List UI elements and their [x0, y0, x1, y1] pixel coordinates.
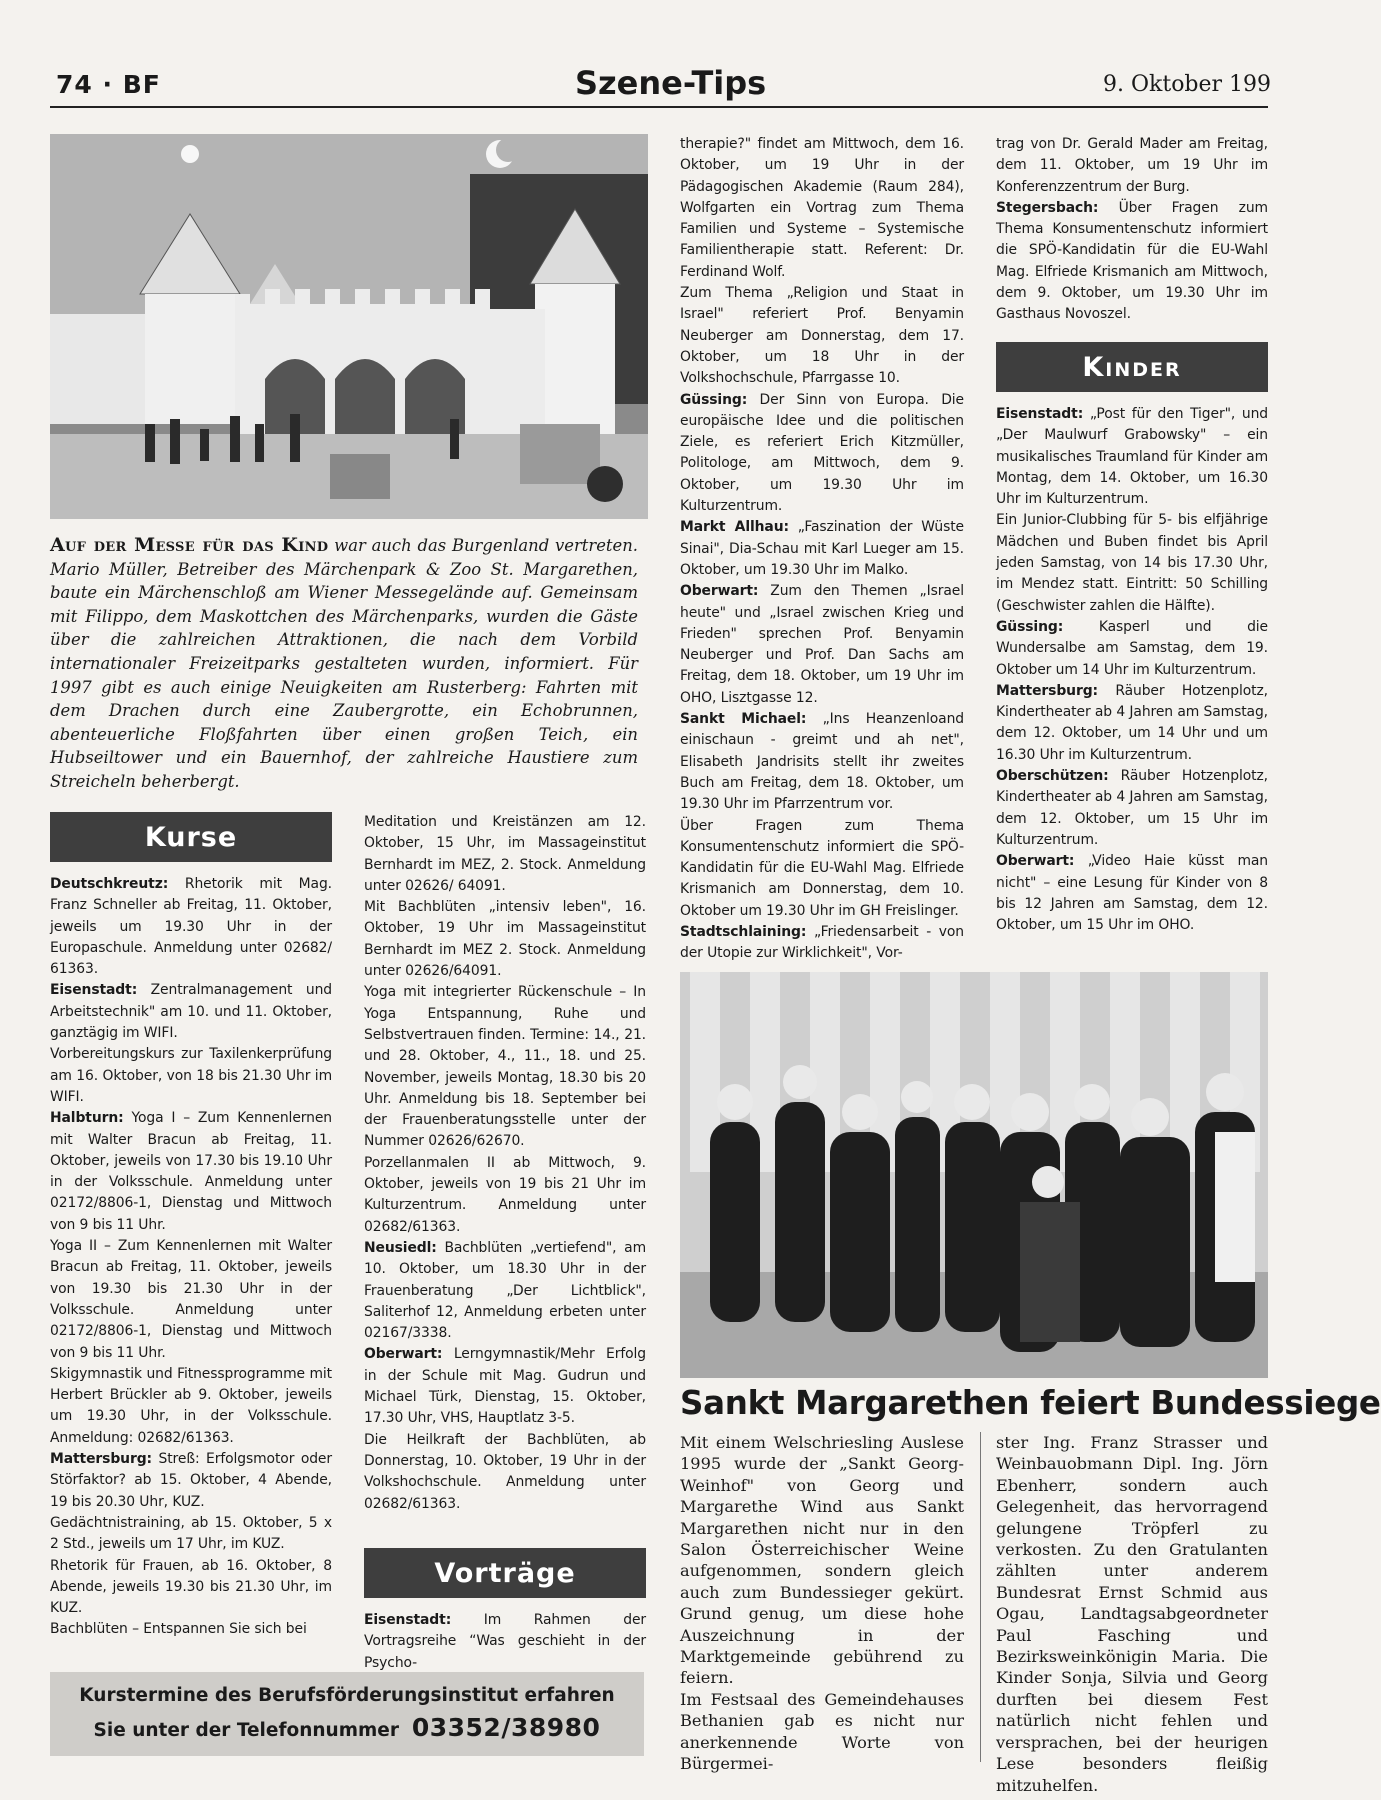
kurse-column-1 — [50, 874, 332, 1641]
listing-place: Markt Allhau: — [680, 519, 789, 536]
listing-entry — [996, 617, 1268, 681]
info-phone: 03352/38980 — [411, 1713, 601, 1742]
article-column-1 — [680, 1432, 964, 1775]
listing-entry — [364, 1153, 646, 1238]
header-rule — [50, 106, 1268, 108]
listing-text: Vorbereitungskurs zur Taxilenkerprüfung am 16. Oktober, von 18 bis 21.30 Uhr im WIFI. — [50, 1046, 332, 1105]
listing-entry — [680, 134, 964, 283]
listing-place: Stegersbach: — [996, 199, 1099, 216]
listing-place: Eisenstadt: — [364, 1612, 452, 1628]
listing-entry — [364, 897, 646, 982]
listing-place: Stadtschlaining: — [680, 923, 807, 940]
listing-place: Güssing: — [680, 391, 748, 408]
listing-place: Eisenstadt: — [996, 406, 1084, 422]
listing-text: Yoga II – Zum Kennenlernen mit Walter Bracun ab Freitag, 11. Oktober, jeweils von 19.30 bis 21.30 Uhr in der Volksschule. Anmeldung unter 02172/8806-1, Dienstag und Mittwoch von 9 bis 11 Uhr. — [50, 1238, 332, 1361]
group-photo — [680, 972, 1268, 1378]
listing-entry — [996, 851, 1268, 936]
listing-place: Oberwart: — [364, 1346, 443, 1363]
page-number: 74 · BF — [56, 70, 161, 99]
listing-place: Mattersburg: — [50, 1451, 152, 1468]
listing-place: Oberschützen: — [996, 768, 1109, 785]
info-box — [50, 1672, 644, 1756]
listing-entry — [364, 812, 646, 897]
listing-entry — [50, 1513, 332, 1556]
listing-text: Ein Junior-Clubbing für 5- bis elfjährige Mädchen und Buben findet bis April jeden Samstag, von 14 bis 17.30 Uhr, im Mendez statt. Eintritt: 50 Schilling (Geschwister zahlen die Hälfte). — [996, 512, 1268, 614]
listing-text: „Friedensarbeit - von der Utopie zur Wirklichkeit", Vor- — [680, 923, 964, 962]
listing-place: Neusiedl: — [364, 1239, 437, 1256]
listing-entry — [680, 922, 964, 965]
article-paragraph-3: ster Ing. Franz Strasser und Weinbauobmann Dipl. Ing. Jörn Ebenherr, sondern auch Gelegenheit, das hervorragend gelungene Tröpferl zu verkosten. Zu den Gratulanten zählten unter anderem Bundesrat Ernst Schmid aus Ogau, Landtagsabgeordneter Paul Fasching und Bezirksweinkönigin Maria. Die Kinder Sonja, Silvia und Georg durften bei diesem Fest natürlich nicht fehlen und versprachen, bei der heurigen Lese besonders fleißig mitzuhelfen. — [996, 1433, 1268, 1795]
caption-lead: Auf der Messe für das Kind — [50, 534, 329, 556]
listing-text: Mit Bachblüten „intensiv leben", 16. Oktober, 19 Uhr im Massageinstitut Bernhardt im MEZ 2. Stock. Anmeldung unter 02626/64091. — [364, 899, 646, 980]
listing-text: Yoga mit integrierter Rückenschule – In Yoga Entspannung, Ruhe und Selbstvertrauen finden. Termine: 14., 21. und 28. Oktober, 4., 11., 18. und 25. November, jeweils Montag, 18.30 bis 20 Uhr. Anmeldung bis 18. September bei der Frauenberatungsstelle unter der Nummer 02626/62670. — [364, 984, 646, 1150]
listing-entry — [364, 1610, 646, 1674]
listing-entry — [680, 517, 964, 581]
section-vortraege: Vorträge — [364, 1548, 646, 1598]
listing-place: Deutschkreutz: — [50, 876, 169, 892]
listing-text: Lerngymnastik/Mehr Erfolg in der Schule mit Mag. Gudrun und Michael Türk, Dienstag, 15. Oktober, 17.30 Uhr, VHS, Hauptlatz 3-5. — [364, 1346, 646, 1427]
listing-text: Porzellanmalen II ab Mittwoch, 9. Oktober, jeweils von 19 bis 21 Uhr im Kulturzentrum. Anmeldung unter 02682/61363. — [364, 1154, 646, 1235]
listing-text: Über Fragen zum Thema Konsumentenschutz informiert die SPÖ-Kandidatin für die EU-Wahl Mag. Elfriede Krismanich am Mittwoch, dem 9. Oktober, um 19.30 Uhr im Gasthaus Novoszel. — [996, 199, 1268, 323]
listing-entry — [364, 1344, 646, 1429]
vortraege-column-4 — [996, 134, 1268, 326]
listing-text: Rhetorik für Frauen, ab 16. Oktober, 8 Abende, jeweils 19.30 bis 21.30 Uhr, im KUZ. — [50, 1557, 332, 1617]
listing-text: „Ins Heanzenloand einischaun - greimt und ah net", Elisabeth Jandrisits stellt ihr zweites Buch am Freitag, dem 18. Oktober, um 19.30 Uhr im Pfarrzentrum vor. — [680, 711, 964, 813]
listing-entry — [50, 1044, 332, 1108]
listing-text: „Faszination der Wüste Sinai", Dia-Schau mit Karl Lueger am 15. Oktober, um 19.30 Uhr im Malko. — [680, 519, 964, 578]
info-line-2-text: Sie unter der Telefonnummer — [93, 1720, 399, 1741]
vortraege-column-2 — [364, 1610, 646, 1674]
listing-entry — [680, 581, 964, 709]
listing-place: Sankt Michael: — [680, 711, 807, 728]
listing-text: Zum den Themen „Israel heute" und „Israel zwischen Krieg und Frieden" sprechen Prof. Benyamin Neuberger und Prof. Dan Sachs am Freitag, dem 18. Oktober, um 19 Uhr im OHO, Lisztgasse 12. — [680, 583, 964, 706]
listing-text: Meditation und Kreistänzen am 12. Oktober, 15 Uhr, im Massageinstitut Bernhardt im MEZ, 2. Stock. Anmeldung unter 02626/ 64091. — [364, 814, 646, 894]
listing-text: Rhetorik mit Mag. Franz Schneller ab Freitag, 11. Oktober, jeweils um 19.30 Uhr in der Europaschule. Anmeldung unter 02682/ 61363. — [50, 876, 332, 978]
listing-text: „Post für den Tiger", und „Der Maulwurf Grabowsky" – ein musikalisches Traumland für Kinder am Montag, dem 14. Oktober, um 16.30 Uhr im Kulturzentrum. — [996, 406, 1268, 508]
listing-text: Räuber Hotzenplotz, Kindertheater ab 4 Jahren am Samstag, dem 12. Oktober, um 15 Uhr im Kulturzentrum. — [996, 768, 1268, 848]
listing-place: Halbturn: — [50, 1110, 124, 1127]
listing-text: „Video Haie küsst man nicht" – eine Lesung für Kinder von 8 bis 12 Jahren am Samstag, dem 12. Oktober, um 15 Uhr im OHO. — [996, 853, 1268, 934]
listing-entry — [50, 1556, 332, 1620]
article-paragraph-1: Mit einem Welschriesling Auslese 1995 wurde der „Sankt Georg-Weinhof" von Georg und Margarethe Wind aus Sankt Margarethen nicht nur in den Salon Österreichischer Weine aufgenommen, sondern gleich auch zum Bundessieger gekürt. Grund genug, um diese hohe Auszeichnung in der Marktgemeinde gebührend zu feiern. — [680, 1433, 964, 1688]
listing-entry — [50, 980, 332, 1044]
listing-entry — [50, 1449, 332, 1513]
listing-place: Oberwart: — [996, 853, 1075, 870]
article-headline: Sankt Margarethen feiert Bundessiege — [680, 1384, 1381, 1422]
listing-entry — [996, 404, 1268, 510]
listing-text: Der Sinn von Europa. Die europäische Idee und die politischen Ziele, es referiert Erich Kitzmüller, Politologe, am Mittwoch, dem 9. Oktober, um 19.30 Uhr im Kulturzentrum. — [680, 391, 964, 515]
vortraege-column-3 — [680, 134, 964, 965]
listing-entry — [996, 681, 1268, 766]
kinder-column — [996, 404, 1268, 936]
listing-entry — [364, 1430, 646, 1515]
listing-place: Güssing: — [996, 618, 1064, 635]
listing-text: Kasperl und die Wundersalbe am Samstag, dem 19. Oktober um 14 Uhr im Kulturzentrum. — [996, 618, 1268, 678]
listing-text: Bachblüten – Entspannen Sie sich bei — [50, 1621, 307, 1638]
section-kurse: Kurse — [50, 812, 332, 862]
listing-place: Eisenstadt: — [50, 982, 138, 999]
listing-text: Streß: Erfolgsmotor oder Störfaktor? ab 15. Oktober, 4 Abende, 19 bis 20.30 Uhr, KUZ. — [50, 1451, 332, 1510]
listing-text: Zum Thema „Religion und Staat in Israel" referiert Prof. Benyamin Neuberger am Donnerstag, dem 17. Oktober, um 18 Uhr in der Volkshochschule, Pfarrgasse 10. — [680, 285, 964, 387]
listing-text: therapie?" findet am Mittwoch, dem 16. Oktober, um 19 Uhr in der Pädagogischen Akademie (Raum 284), Wolfgarten ein Vortrag zum Thema Familien und Systeme – Systemische Familientherapie statt. Referent: Dr. Ferdinand Wolf. — [680, 136, 964, 280]
castle-photo — [50, 134, 648, 519]
info-line-2 — [50, 1712, 644, 1747]
listing-entry — [364, 982, 646, 1152]
listing-entry — [50, 1619, 332, 1640]
section-title: Szene-Tips — [575, 64, 767, 102]
listing-entry — [50, 1108, 332, 1236]
listing-text: Über Fragen zum Thema Konsumentenschutz informiert die SPÖ-Kandidatin für die EU-Wahl Mag. Elfriede Krismanich am Donnerstag, dem 10. Oktober um 19.30 Uhr im GH Freislinger. — [680, 817, 964, 919]
listing-text: Zentralmanagement und Arbeitstechnik" am 10. und 11. Oktober, ganztägig im WIFI. — [50, 982, 332, 1042]
caption-text: war auch das Burgenland vertreten. Mario Müller, Betreiber des Märchenpark & Zoo St. Margarethen, baute ein Märchenschloß am Wiener Messegelände auf. Gemeinsam mit Filippo, dem Maskottchen des Märchenparks, wurden die Gäste über die zahlreichen Attraktionen, die nach dem Vorbild internationaler Freizeitparks gestalteten wurden, informiert. Für 1997 gibt es auch einige Neuigkeiten am Rusterberg: Fahrten mit dem Drachen durch eine Zaubergrotte, ein Echobrunnen, abenteuerliche Floßfahrten über einen großen Teich, ein Hubseiltower und ein Bauernhof, der zahlreiche Haustiere zum Streicheln beherbergt. — [50, 536, 638, 791]
listing-entry — [680, 709, 964, 815]
listing-text: Bachblüten „vertiefend", am 10. Oktober, um 18.30 Uhr in der Frauenberatung „Der Lichtblick", Saliterhof 12, Anmeldung erbeten unter 02167/3338. — [364, 1239, 646, 1342]
listing-entry — [996, 198, 1268, 326]
listing-entry — [680, 816, 964, 922]
section-kinder: Kinder — [996, 342, 1268, 392]
listing-entry — [50, 1236, 332, 1364]
listing-entry — [996, 510, 1268, 616]
listing-text: Die Heilkraft der Bachblüten, ab Donnerstag, 10. Oktober, 19 Uhr in der Volkshochschule. Anmeldung unter 02682/61363. — [364, 1431, 646, 1512]
listing-place: Oberwart: — [680, 583, 759, 600]
listing-text: Im Rahmen der Vortragsreihe “Was geschieht in der Psycho- — [364, 1612, 646, 1671]
listing-place: Mattersburg: — [996, 682, 1098, 699]
listing-text: Skigymnastik und Fitnessprogramme mit Herbert Brückler ab 9. Oktober, jeweils um 19.30 Uhr, in der Volksschule. Anmeldung: 02682/61363. — [50, 1365, 332, 1446]
listing-text: trag von Dr. Gerald Mader am Freitag, dem 11. Oktober, um 19 Uhr im Konferenzzentrum der Burg. — [996, 136, 1268, 195]
listing-entry — [680, 390, 964, 518]
listing-entry — [50, 1364, 332, 1449]
info-line-1: Kurstermine des Berufsförderungsinstitut erfahren — [79, 1685, 615, 1706]
article-column-2 — [996, 1432, 1268, 1796]
column-divider — [980, 1432, 981, 1762]
listing-entry — [996, 134, 1268, 198]
issue-date: 9. Oktober 199 — [1103, 72, 1272, 97]
listing-text: Räuber Hotzenplotz, Kindertheater ab 4 Jahren am Samstag, dem 12. Oktober, um 14 Uhr und um 16.30 Uhr im Kulturzentrum. — [996, 682, 1268, 763]
photo-caption — [50, 534, 638, 794]
listing-entry — [996, 766, 1268, 851]
listing-entry — [50, 874, 332, 980]
listing-text: Gedächtnistraining, ab 15. Oktober, 5 x 2 Std., jeweils um 17 Uhr, im KUZ. — [50, 1514, 332, 1553]
article-paragraph-2: Im Festsaal des Gemeindehauses Bethanien gab es nicht nur anerkennende Worte von Bürgermei- — [680, 1689, 964, 1774]
listing-text: Yoga I – Zum Kennenlernen mit Walter Bracun ab Freitag, 11. Oktober, jeweils von 17.30 bis 19.10 Uhr in der Volksschule. Anmeldung unter 02172/8806-1, Dienstag und Mittwoch von 9 bis 11 Uhr. — [50, 1110, 332, 1233]
listing-entry — [364, 1238, 646, 1344]
listing-entry — [680, 283, 964, 389]
kurse-column-2 — [364, 812, 646, 1515]
